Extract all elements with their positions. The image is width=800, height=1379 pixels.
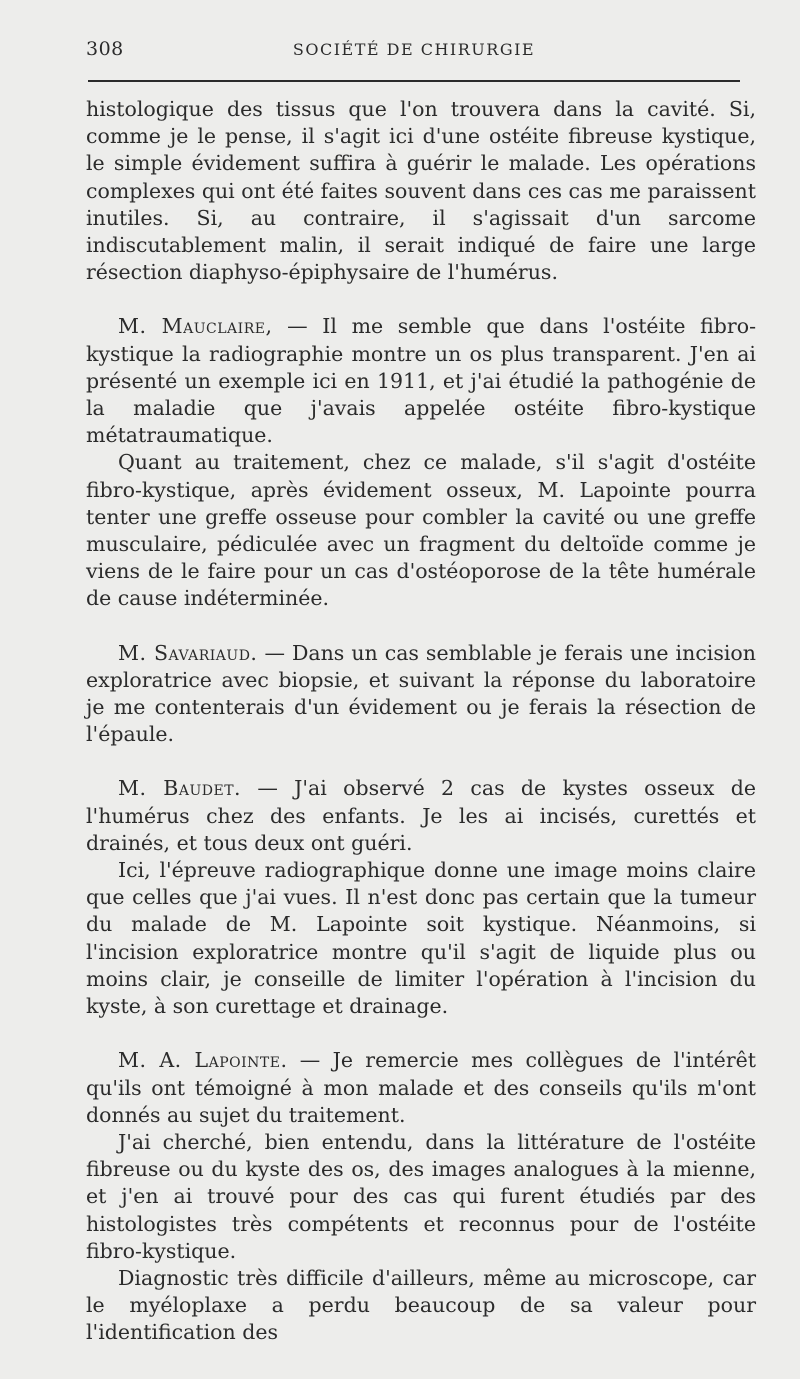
paragraph-text: histologique des tissus que l'on trouvera dans la cavité. Si, comme je le pense, il s'agit ici d'une ostéite fibreuse kystique, le simple évidement suffira à guérir le malade. Les opérations complexes qui ont été faites souvent dans ces cas me paraissent inutiles. Si, au contraire, il s'agissait d'un sarcome indiscutablement malin, il serait indiqué de faire une large résection diaphyso-épiphysaire de l'humérus. xyxy=(86,97,756,285)
speaker-name: M. Mauclaire, xyxy=(118,314,273,339)
page-header xyxy=(86,36,742,66)
paragraph-baudet xyxy=(86,775,756,857)
paragraph-text: — Il me semble que dans l'ostéite fibro-kystique la radiographie montre un os plus transparent. J'en ai présenté un exemple ici en 1911, et j'ai étudié la pathogénie de la maladie que j'avais appelée ostéite fibro-kystique métatraumatique. xyxy=(86,314,756,448)
paragraph-lapointe xyxy=(86,1047,756,1129)
speaker-name: M. Baudet. xyxy=(118,776,242,801)
paragraph-mauclaire-treatment xyxy=(86,449,756,612)
paragraph-text: — Je remercie mes collègues de l'intérêt qu'ils ont témoigné à mon malade et des conseils qu'ils m'ont donnés au sujet du traitement. xyxy=(86,1048,756,1127)
paragraph-text: Ici, l'épreuve radiographique donne une image moins claire que celles que j'ai vues. Il n'est donc pas certain que la tumeur du malade de M. Lapointe soit kystique. Néanmoins, si l'incision exploratrice montre qu'il s'agit de liquide plus ou moins clair, je conseille de limiter l'opération à l'incision du kyste, à son curettage et drainage. xyxy=(86,858,756,1019)
paragraph-text: — J'ai observé 2 cas de kystes osseux de l'humérus chez des enfants. Je les ai incisés, curettés et drainés, et tous deux ont guéri. xyxy=(86,776,756,855)
page-number: 308 xyxy=(86,38,124,60)
paragraph-lapointe-literature xyxy=(86,1129,756,1265)
paragraph-text: Diagnostic très difficile d'ailleurs, même au microscope, car le myéloplaxe a perdu beaucoup de sa valeur pour l'identification des xyxy=(86,1265,756,1345)
paragraph-lapointe-diagnostic xyxy=(86,1265,756,1347)
paragraph-mauclaire xyxy=(86,313,756,449)
paragraph-text: J'ai cherché, bien entendu, dans la littérature de l'ostéite fibreuse ou du kyste des os, des images analogues à la mienne, et j'en ai trouvé pour des cas qui furent étudiés par des histologistes très compétents et reconnus pour de l'ostéite fibro-kystique. xyxy=(86,1129,756,1263)
body-text xyxy=(86,96,756,1347)
paragraph-baudet-image xyxy=(86,857,756,1020)
header-rule xyxy=(88,80,740,82)
speaker-name: M. Savariaud. xyxy=(118,640,258,665)
paragraph-text: — Dans un cas semblable je ferais une incision exploratrice avec biopsie, et suivant la réponse du laboratoire je me contenterais d'un évidement ou je ferais la résection de l'épaule. xyxy=(86,640,756,747)
running-title: SOCIÉTÉ DE CHIRURGIE xyxy=(292,40,536,59)
paragraph-continuation xyxy=(86,96,756,286)
paragraph-savariaud xyxy=(86,640,756,749)
speaker-name: M. A. Lapointe. xyxy=(118,1048,288,1073)
paragraph-text: Quant au traitement, chez ce malade, s'il s'agit d'ostéite fibro-kystique, après évidement osseux, M. Lapointe pourra tenter une greffe osseuse pour combler la cavité ou une greffe musculaire, pédiculée avec un fragment du deltoïde comme je viens de le faire pour un cas d'ostéoporose de la tête humérale de cause indéterminée. xyxy=(86,450,756,611)
